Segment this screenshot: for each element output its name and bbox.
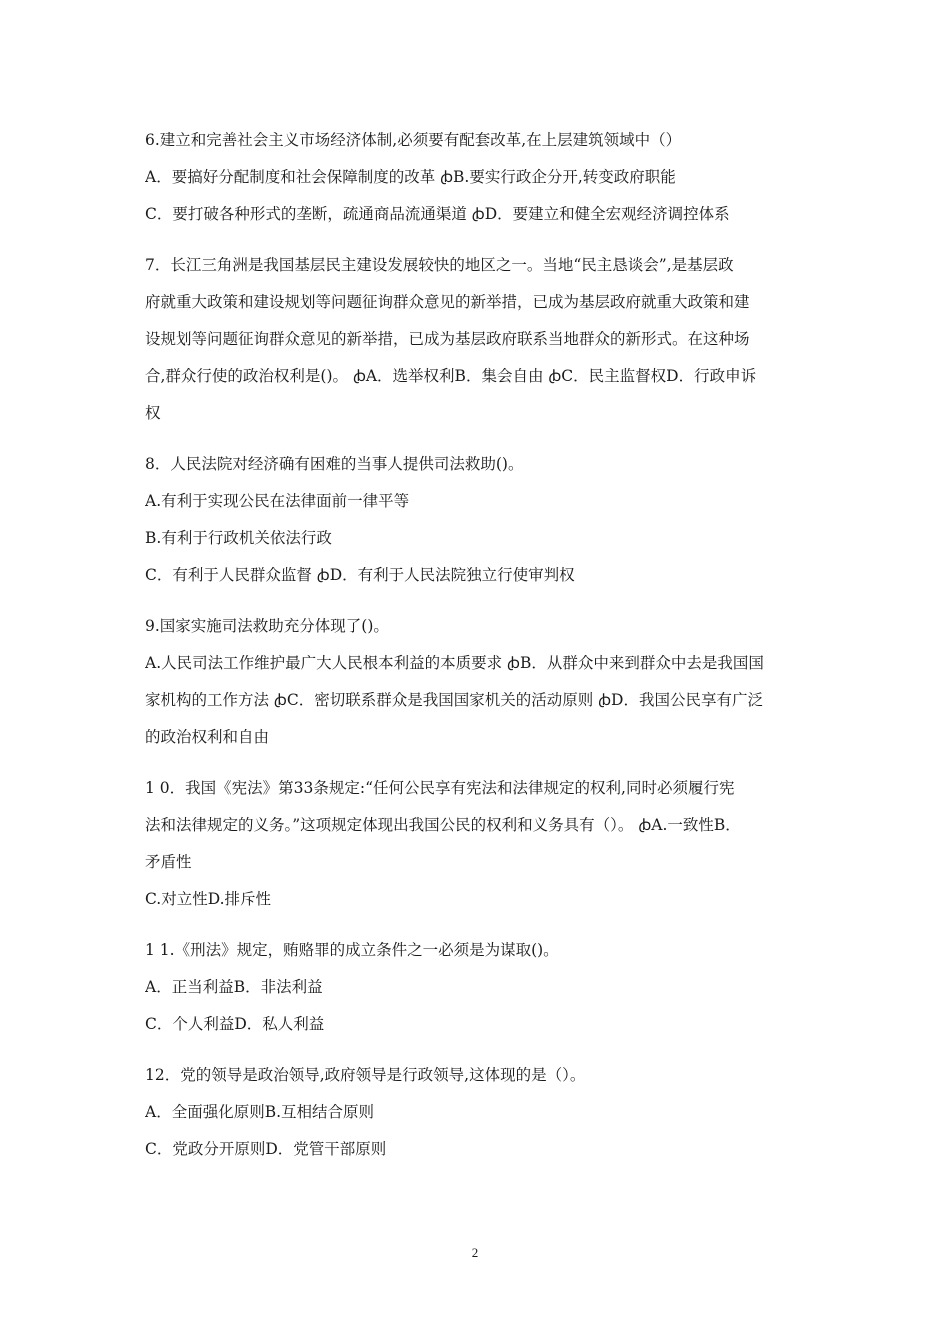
- question-8: [145, 446, 815, 594]
- question-text: 6.建立和完善社会主义市场经济体制,必须要有配套改革,在上层建筑领域中（）: [145, 131, 682, 149]
- options-line: C．党政分开原则D．党管干部原则: [145, 1140, 387, 1158]
- options-line: A．全面强化原则B.互相结合原则: [145, 1103, 375, 1121]
- question-text: 7．长江三角洲是我国基层民主建设发展较快的地区之一。当地“民主恳谈会”,是基层政: [145, 256, 734, 274]
- question-6: [145, 122, 815, 233]
- options-line: C．个人利益D．私人利益: [145, 1015, 325, 1033]
- question-text: 8．人民法院对经济确有困难的当事人提供司法救助()。: [145, 455, 524, 473]
- option-a: A.有利于实现公民在法律面前一律平等: [145, 492, 410, 510]
- question-text: 设规划等问题征询群众意见的新举措，已成为基层政府联系当地群众的新形式。在这种场: [145, 330, 750, 348]
- question-text: 9.国家实施司法救助充分体现了()。: [145, 617, 389, 635]
- options-line: C．要打破各种形式的垄断，疏通商品流通渠道 ꞗD．要建立和健全宏观经济调控体系: [145, 205, 730, 223]
- options-line: C.对立性D.排斥性: [145, 890, 272, 908]
- question-11: [145, 932, 815, 1043]
- question-10: [145, 770, 815, 918]
- question-list: [145, 122, 815, 1168]
- options-line: 矛盾性: [145, 853, 192, 871]
- options-line: A．正当利益B．非法利益: [145, 978, 323, 996]
- page-number: 2: [471, 1245, 479, 1260]
- question-9: [145, 608, 815, 756]
- question-text: 府就重大政策和建设规划等问题征询群众意见的新举措，已成为基层政府就重大政策和建: [145, 293, 750, 311]
- options-line: C．有利于人民群众监督 ꞗD．有利于人民法院独立行使审判权: [145, 566, 575, 584]
- question-text: 法和法律规定的义务。”这项规定体现出我国公民的权利和义务具有（）。 ꞗA.一致性B．: [145, 816, 741, 834]
- options-line: 合,群众行使的政治权利是()。 ꞗA．选举权利B．集会自由 ꞗC．民主监督权D．行政申诉: [145, 367, 757, 385]
- option-b: B.有利于行政机关依法行政: [145, 529, 332, 547]
- question-text: 12．党的领导是政治领导,政府领导是行政领导,这体现的是（）。: [145, 1066, 586, 1084]
- question-7: [145, 247, 815, 432]
- question-text: 1 0．我国《宪法》第33条规定:“任何公民享有宪法和法律规定的权利,同时必须履行宪: [145, 779, 735, 797]
- options-line: 的政治权利和自由: [145, 728, 270, 746]
- options-line: 家机构的工作方法 ꞗC．密切联系群众是我国国家机关的活动原则 ꞗD．我国公民享有广泛: [145, 691, 763, 709]
- question-12: [145, 1057, 815, 1168]
- question-text: 1 1.《刑法》规定，贿赂罪的成立条件之一必须是为谋取()。: [145, 941, 559, 959]
- options-line: A.人民司法工作维护最广大人民根本利益的本质要求 ꞗB．从群众中来到群众中去是我国国: [145, 654, 764, 672]
- options-line: A．要搞好分配制度和社会保障制度的改革 ꞗB.要实行政企分开,转变政府职能: [145, 168, 676, 186]
- options-line: 权: [145, 404, 161, 422]
